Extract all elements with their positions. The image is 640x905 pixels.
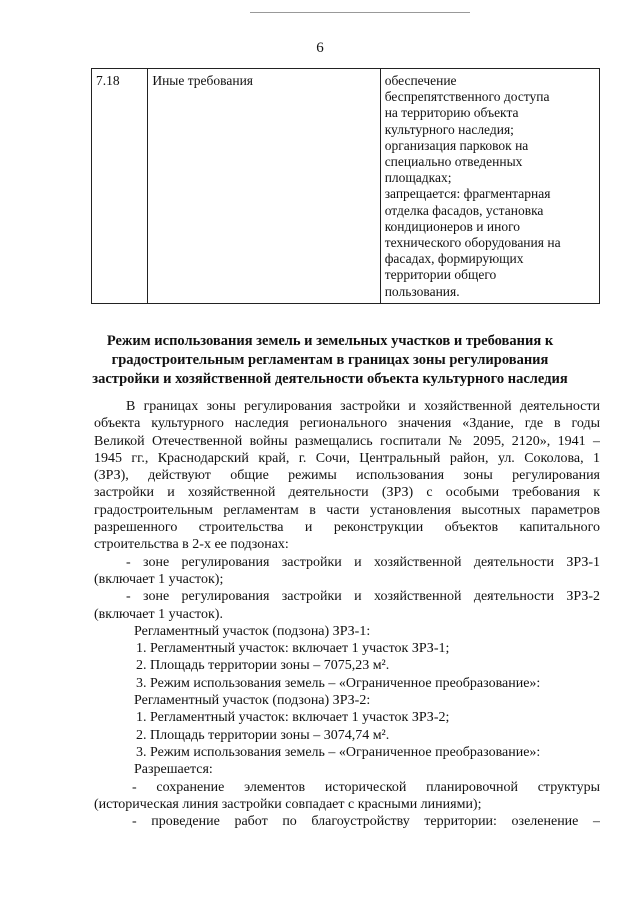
heading-line-2: градостроительным регламентам в границах зоны регулирования: [111, 352, 549, 368]
subzone-item: 1. Регламентный участок: включает 1 участок ЗРЗ-2;: [136, 710, 450, 726]
content-line: на территорию объекта: [384, 105, 519, 121]
subzone-item: 3. Режим использования земель – «Ограниченное преобразование»:: [136, 744, 541, 760]
row-number-cell: 7.18: [92, 69, 148, 304]
content-line: площадках;: [384, 170, 452, 186]
paragraph-line: (ЗРЗ), действуют общие режимы использования зоны регулирования: [94, 468, 600, 484]
paragraph-line: объекта культурного наследия регионального значения «Здание, где в годы: [94, 416, 600, 432]
paragraph-line: В границах зоны регулирования застройки и хозяйственной деятельности: [126, 399, 600, 414]
top-rule: [250, 12, 470, 13]
allowed-label: Разрешается:: [134, 762, 213, 778]
content-line: фасадах, формирующих: [384, 251, 524, 267]
content-line: организация парковок на: [384, 137, 529, 153]
content-line: запрещается: фрагментарная: [384, 186, 551, 202]
subzone-item: 1. Регламентный участок: включает 1 участок ЗРЗ-1;: [136, 641, 450, 657]
list-item-continuation: (включает 1 участок);: [94, 571, 224, 587]
list-item: - сохранение элементов исторической планировочной структуры: [132, 779, 600, 795]
content-line: территории общего: [384, 267, 497, 283]
content-line: специально отведенных: [384, 154, 523, 170]
subzone-item: 2. Площадь территории зоны – 7075,23 м².: [136, 658, 390, 674]
table-row: [92, 69, 600, 304]
list-item: - зоне регулирования застройки и хозяйственной деятельности ЗРЗ-2: [126, 589, 600, 605]
page-number: 6: [316, 40, 324, 56]
paragraph-line: 1945 гг., Краснодарский край, г. Сочи, Центральный район, ул. Соколова, 1: [94, 450, 600, 466]
paragraph-line: застройки и хозяйственной деятельности (ЗРЗ) с особыми требования к: [94, 485, 600, 501]
content-line: культурного наследия;: [384, 121, 514, 137]
list-item: - зоне регулирования застройки и хозяйственной деятельности ЗРЗ-1: [126, 554, 600, 570]
content-line: пользования.: [384, 283, 460, 299]
row-content-cell: [380, 69, 599, 304]
section-heading: [60, 332, 600, 389]
paragraph-line: разрешенного строительства и реконструкции объектов капитального: [94, 520, 600, 536]
content-line: технического оборудования на: [384, 235, 561, 251]
content-line: отделка фасадов, установка: [384, 202, 544, 218]
subzone-title: Регламентный участок (подзона) ЗРЗ-1:: [134, 623, 371, 639]
list-item-continuation: (историческая линия застройки совпадает с красными линиями);: [94, 796, 482, 812]
content-line: обеспечение: [384, 73, 457, 88]
body-text: [94, 398, 600, 830]
heading-line-3: застройки и хозяйственной деятельности объекта культурного наследия: [92, 371, 568, 387]
content-line: беспрепятственного доступа: [384, 89, 550, 105]
heading-line-1: Режим использования земель и земельных участков и требования к: [106, 333, 554, 349]
subzone-item: 2. Площадь территории зоны – 3074,74 м².: [136, 727, 390, 743]
paragraph-line: строительства в 2-х ее подзонах:: [94, 537, 289, 553]
list-item-continuation: (включает 1 участок).: [94, 606, 223, 622]
subzone-item: 3. Режим использования земель – «Ограниченное преобразование»:: [136, 675, 541, 691]
row-title-cell: Иные требования: [148, 69, 380, 304]
list-item: - проведение работ по благоустройству территории: озеленение –: [132, 814, 600, 830]
subzone-title: Регламентный участок (подзона) ЗРЗ-2:: [134, 693, 371, 709]
paragraph-line: Великой Отечественной войны размещались госпитали № 2095, 2120», 1941 –: [94, 433, 600, 449]
requirements-table: [91, 68, 600, 304]
paragraph-line: градостроительным регламентам в части установления высотных параметров: [94, 502, 600, 518]
content-line: кондиционеров и иного: [384, 218, 521, 234]
